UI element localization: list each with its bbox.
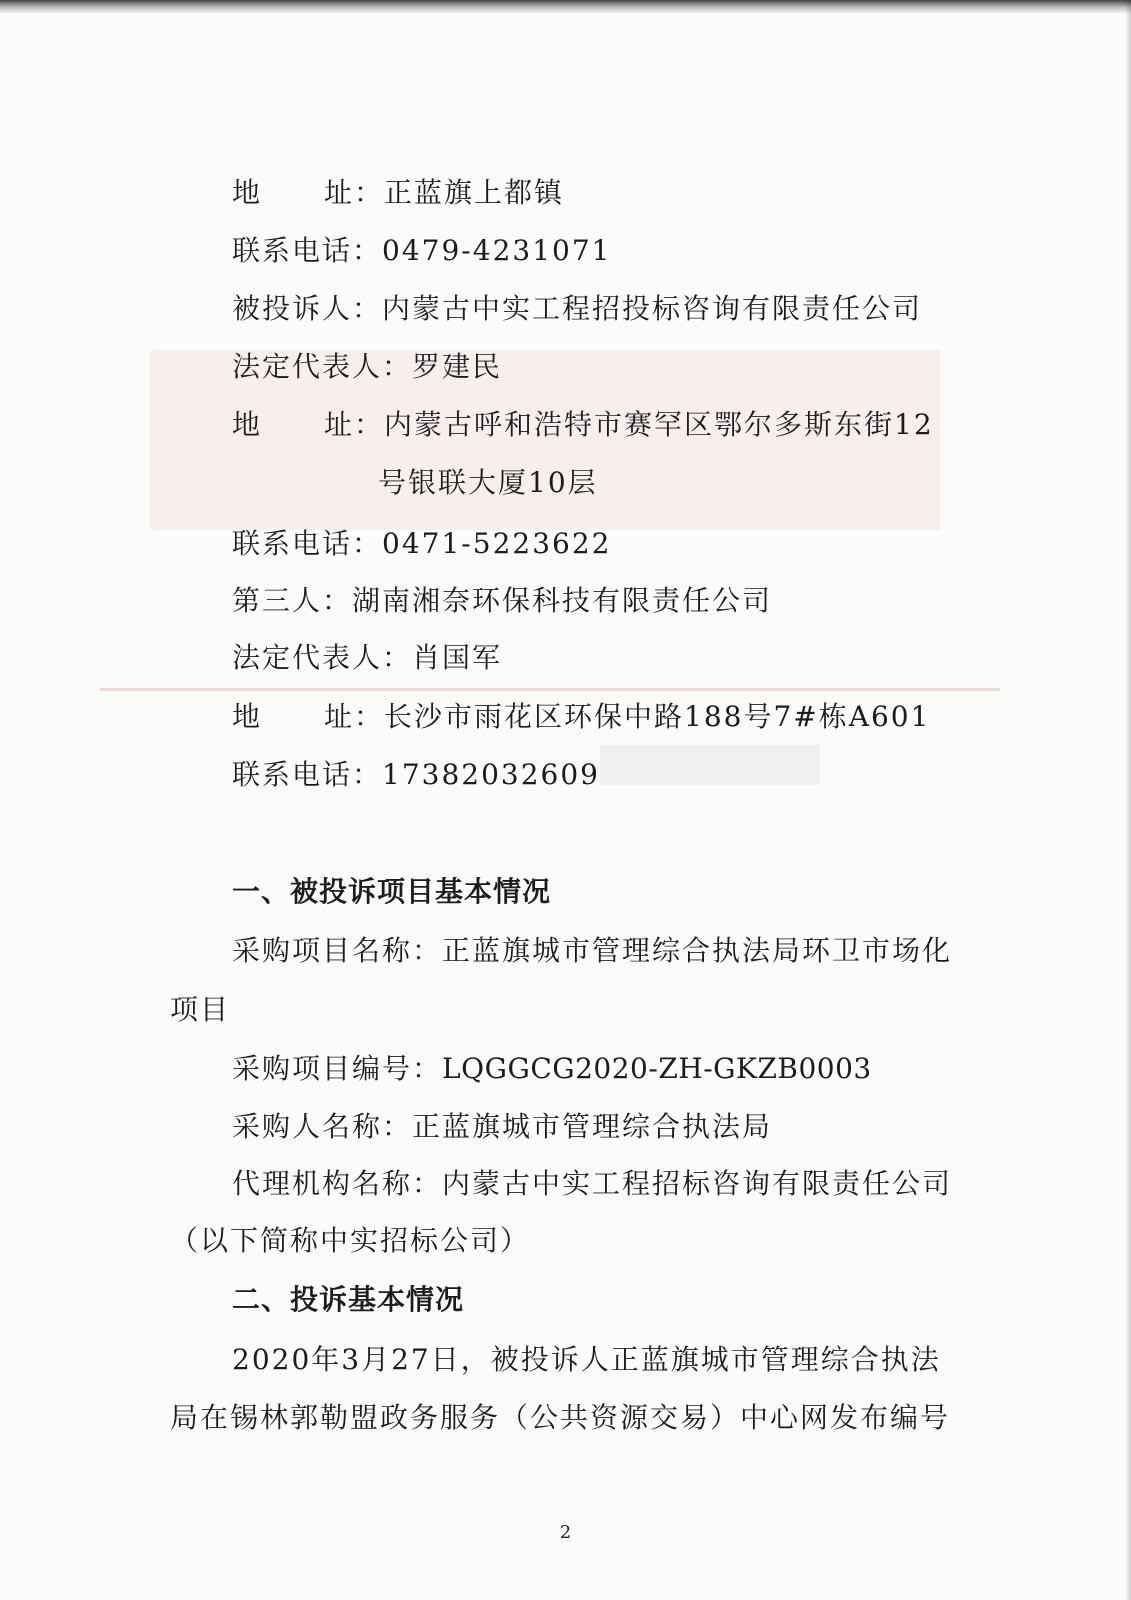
address-value: 长沙市雨花区环保中路188号7#栋A601 <box>384 700 931 733</box>
colon: ： <box>412 1052 443 1085</box>
rep-label: 法定代表人 <box>232 350 383 383</box>
colon: ： <box>354 700 385 733</box>
phone-value: 0471-5223622 <box>382 527 612 560</box>
scan-right-edge <box>1125 0 1131 1600</box>
bleed-through-text <box>600 745 820 785</box>
purchaser-line <box>232 1107 772 1147</box>
respondent-address-continuation <box>378 463 598 503</box>
third-party-label: 第三人 <box>232 584 323 617</box>
colon: ： <box>352 527 383 560</box>
respondent-owner-phone-line <box>232 231 611 271</box>
colon: ： <box>352 292 383 325</box>
address-label-part-b: 址 <box>324 408 355 441</box>
agency-value-line2: （以下简称中实招标公司） <box>170 1224 531 1257</box>
rep-value: 肖国军 <box>412 641 503 674</box>
phone-label: 联系电话 <box>232 234 353 267</box>
colon: ： <box>412 1167 443 1200</box>
phone-value: 0479-4231071 <box>382 234 612 267</box>
address-value: 正蓝旗上都镇 <box>384 176 565 209</box>
project-name-label: 采购项目名称 <box>232 934 413 967</box>
section2-paragraph-line1: 2020年3月27日，被投诉人正蓝旗城市管理综合执法 <box>232 1343 941 1376</box>
colon: ： <box>382 641 413 674</box>
third-party-value: 湖南湘奈环保科技有限责任公司 <box>352 584 773 617</box>
section2-heading: 二、投诉基本情况 <box>232 1283 465 1316</box>
agency-value-line1: 内蒙古中实工程招标咨询有限责任公司 <box>442 1167 953 1200</box>
respondent-line <box>232 289 922 329</box>
respondent-phone-line <box>232 524 611 564</box>
colon: ： <box>382 1110 413 1143</box>
colon: ： <box>352 234 383 267</box>
project-no-label: 采购项目编号 <box>232 1052 413 1085</box>
project-name-value-line2: 项目 <box>170 993 231 1026</box>
project-name-value-line1: 正蓝旗城市管理综合执法局环卫市场化 <box>442 934 953 967</box>
respondent-rep-line <box>232 347 502 387</box>
section1-heading: 一、被投诉项目基本情况 <box>232 875 552 908</box>
page-number: 2 <box>559 1522 572 1543</box>
address-label-part-b: 址 <box>324 176 355 209</box>
third-party-line <box>232 581 772 621</box>
purchaser-value: 正蓝旗城市管理综合执法局 <box>412 1110 773 1143</box>
address-label-part-a: 地 <box>232 408 263 441</box>
rep-value: 罗建民 <box>412 350 503 383</box>
purchaser-label: 采购人名称 <box>232 1110 383 1143</box>
address-value-line2: 号银联大厦10层 <box>378 466 598 499</box>
phone-label: 联系电话 <box>232 758 353 791</box>
address-label-part-a: 地 <box>232 700 263 733</box>
respondent-value: 内蒙古中实工程招投标咨询有限责任公司 <box>382 292 923 325</box>
address-value-line1: 内蒙古呼和浩特市赛罕区鄂尔多斯东街12 <box>384 408 934 441</box>
third-party-rep-line <box>232 638 502 678</box>
bleed-through-red-rule <box>100 688 1000 691</box>
phone-value: 17382032609 <box>382 758 600 791</box>
project-name-continuation <box>170 990 230 1030</box>
third-party-phone-line <box>232 755 600 795</box>
respondent-owner-address-line <box>232 173 564 213</box>
third-party-address-line <box>232 697 930 737</box>
project-no-line <box>232 1049 872 1089</box>
address-label-part-b: 址 <box>324 700 355 733</box>
colon: ： <box>352 758 383 791</box>
scan-top-edge <box>0 0 1131 14</box>
section2-paragraph-line2: 局在锡林郭勒盟政务服务（公共资源交易）中心网发布编号 <box>170 1401 951 1434</box>
rep-label: 法定代表人 <box>232 641 383 674</box>
respondent-address-line <box>232 405 934 445</box>
colon: ： <box>412 934 443 967</box>
address-label-part-a: 地 <box>232 176 263 209</box>
agency-continuation <box>170 1221 530 1261</box>
agency-label: 代理机构名称 <box>232 1167 413 1200</box>
respondent-label: 被投诉人 <box>232 292 353 325</box>
project-name-line <box>232 931 952 971</box>
phone-label: 联系电话 <box>232 527 353 560</box>
colon: ： <box>382 350 413 383</box>
colon: ： <box>354 408 385 441</box>
colon: ： <box>354 176 385 209</box>
colon: ： <box>322 584 353 617</box>
agency-line <box>232 1164 952 1204</box>
project-no-value: LQGGCG2020-ZH-GKZB0003 <box>442 1052 872 1085</box>
